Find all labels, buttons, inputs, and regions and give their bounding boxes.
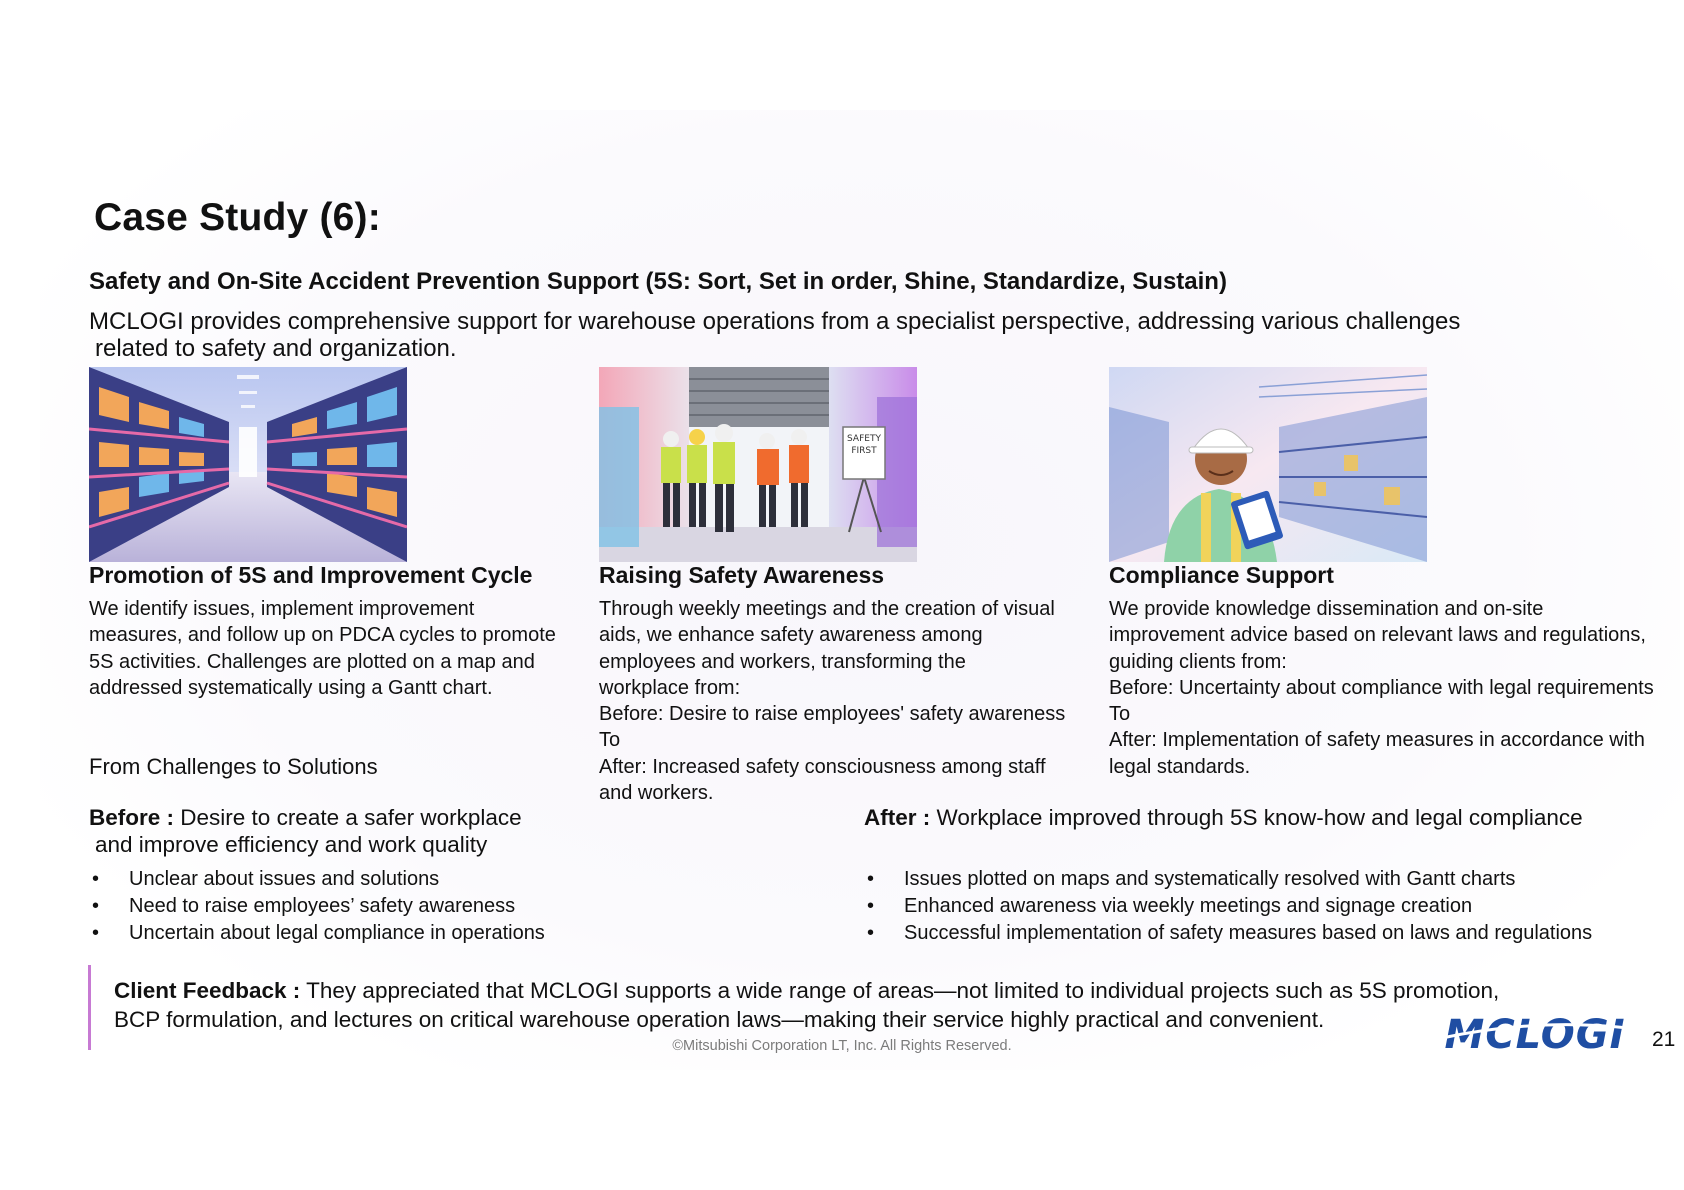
feedback-line-2: BCP formulation, and lectures on critical warehouse operation laws—making their service highly practical and convenient. (114, 1006, 1325, 1032)
sign-text-1: SAFETY (847, 434, 881, 444)
bullet-icon: • (92, 895, 100, 917)
list-item (864, 866, 1592, 893)
card-body-line: legal standards. (1109, 755, 1251, 778)
after-text: Workplace improved through 5S know-how and legal compliance (936, 805, 1583, 830)
list-item-text: Issues plotted on maps and systematically resolved with Gantt charts (904, 868, 1516, 890)
list-item-text: Successful implementation of safety measures based on laws and regulations (904, 922, 1593, 944)
slide-subtitle: Safety and On-Site Accident Prevention Support (5S: Sort, Set in order, Shine, Standardize, Sustain) (89, 268, 1227, 295)
card-body-line: After: Implementation of safety measures in accordance with (1109, 729, 1645, 752)
card-body-line: and workers. (599, 782, 714, 805)
list-item (864, 920, 1592, 947)
bullet-icon: • (867, 895, 875, 917)
feedback-label: Client Feedback : (114, 978, 301, 1003)
mclogi-logo (1432, 1008, 1638, 1058)
card-title-safety: Raising Safety Awareness (599, 562, 885, 588)
card-body-line: improvement advice based on relevant laws and regulations, (1109, 624, 1646, 647)
card-body-line: Through weekly meetings and the creation of visual (599, 598, 1055, 620)
feedback-line-1: They appreciated that MCLOGI supports a wide range of areas—not limited to individual projects such as 5S promotion, (306, 978, 1500, 1003)
card-body-line: aids, we enhance safety awareness among (599, 624, 983, 647)
card-body-line: After: Increased safety consciousness among staff (599, 755, 1046, 778)
card-title-compliance: Compliance Support (1109, 562, 1334, 588)
card-body-line: addressed systematically using a Gantt chart. (89, 676, 493, 699)
card-body-line: To (1109, 703, 1131, 726)
list-item-text: Enhanced awareness via weekly meetings and signage creation (904, 895, 1473, 917)
intro-line-2: related to safety and organization. (95, 335, 457, 362)
before-line-1: Desire to create a safer workplace (180, 805, 522, 830)
card-body-line: We identify issues, implement improvement (89, 598, 475, 620)
sign-text-2: FIRST (851, 446, 877, 456)
after-list (864, 866, 1592, 947)
card-body-compliance (1109, 596, 1679, 780)
challenges-section-label: From Challenges to Solutions (89, 754, 378, 779)
card-body-line: employees and workers, transforming the (599, 650, 966, 673)
card-body-line: Before: Uncertainty about compliance with legal requirements (1109, 676, 1654, 699)
before-label: Before : (89, 805, 175, 830)
card-body-line: We provide knowledge dissemination and on-site (1109, 598, 1544, 620)
intro-text (89, 308, 1629, 362)
bullet-icon: • (92, 922, 100, 944)
list-item (89, 893, 545, 920)
before-line-2: and improve efficiency and work quality (95, 831, 488, 857)
logo-text: MCLOGI (1444, 1012, 1626, 1058)
card-body-line: 5S activities. Challenges are plotted on a map and (89, 650, 535, 673)
card-body-safety (599, 596, 1099, 806)
list-item (864, 893, 1592, 920)
warehouse-aisle-image (89, 367, 407, 562)
list-item-text: Unclear about issues and solutions (129, 868, 440, 890)
intro-line-1: MCLOGI provides comprehensive support for warehouse operations from a specialist perspective, addressing various challenges (89, 308, 1461, 335)
card-body-line: workplace from: (599, 676, 741, 699)
after-label: After : (864, 805, 931, 830)
before-heading (89, 805, 609, 858)
compliance-worker-image (1109, 367, 1427, 562)
card-body-line: To (599, 729, 621, 752)
list-item-text: Uncertain about legal compliance in operations (129, 922, 545, 944)
card-body-5s (89, 596, 589, 701)
card-body-line: Before: Desire to raise employees' safety awareness (599, 703, 1066, 726)
after-heading (864, 805, 1583, 831)
copyright-footer: ©Mitsubishi Corporation LT, Inc. All Rights Reserved. (672, 1038, 1012, 1054)
page-number: 21 (1652, 1028, 1676, 1051)
list-item (89, 920, 545, 947)
card-title-5s: Promotion of 5S and Improvement Cycle (89, 562, 533, 588)
client-feedback (114, 977, 1584, 1034)
list-item (89, 866, 545, 893)
bullet-icon: • (867, 868, 875, 890)
before-list (89, 866, 545, 947)
card-body-line: measures, and follow up on PDCA cycles to promote (89, 624, 556, 647)
card-body-line: guiding clients from: (1109, 650, 1287, 673)
list-item-text: Need to raise employees’ safety awareness (129, 895, 516, 917)
bullet-icon: • (92, 868, 100, 890)
bullet-icon: • (867, 922, 875, 944)
slide-title: Case Study (6): (94, 196, 381, 239)
safety-meeting-image (599, 367, 917, 562)
